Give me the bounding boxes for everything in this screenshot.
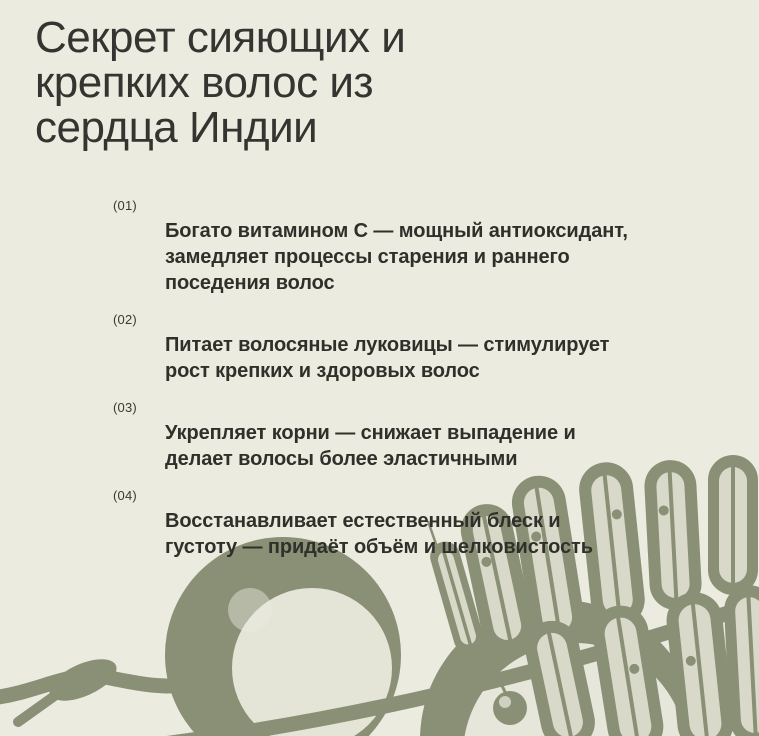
benefit-number: (04): [113, 488, 137, 503]
benefit-item-02: [113, 312, 673, 384]
benefits-list: [113, 198, 673, 576]
benefit-number: (03): [113, 400, 137, 415]
benefit-text: [165, 508, 673, 560]
benefit-number: (01): [113, 198, 137, 213]
page-title-line: крепких волос из: [35, 58, 374, 108]
benefit-item-01: [113, 198, 673, 296]
benefit-text-line: Богато витамином С — мощный антиоксидант,: [165, 220, 628, 242]
benefit-text-line: замедляет процессы старения и раннего: [165, 246, 570, 268]
benefit-text-line: густоту — придаёт объём и шелковистость: [165, 536, 593, 558]
benefit-item-03: [113, 400, 673, 472]
benefit-text: [165, 332, 673, 384]
benefit-text-line: Восстанавливает естественный блеск и: [165, 510, 561, 532]
page-title-line: сердца Индии: [35, 103, 318, 153]
benefit-number: (02): [113, 312, 137, 327]
benefit-text: [165, 218, 673, 296]
benefit-text-line: рост крепких и здоровых волос: [165, 360, 480, 382]
benefit-text-line: Укрепляет корни — снижает выпадение и: [165, 422, 576, 444]
benefit-text-line: делает волосы более эластичными: [165, 448, 518, 470]
benefit-text-line: поседения волос: [165, 272, 335, 294]
page-title-line: Секрет сияющих и: [35, 13, 406, 63]
page-title: [35, 13, 406, 153]
benefit-text: [165, 420, 673, 472]
benefit-item-04: [113, 488, 673, 560]
benefit-text-line: Питает волосяные луковицы — стимулирует: [165, 334, 610, 356]
